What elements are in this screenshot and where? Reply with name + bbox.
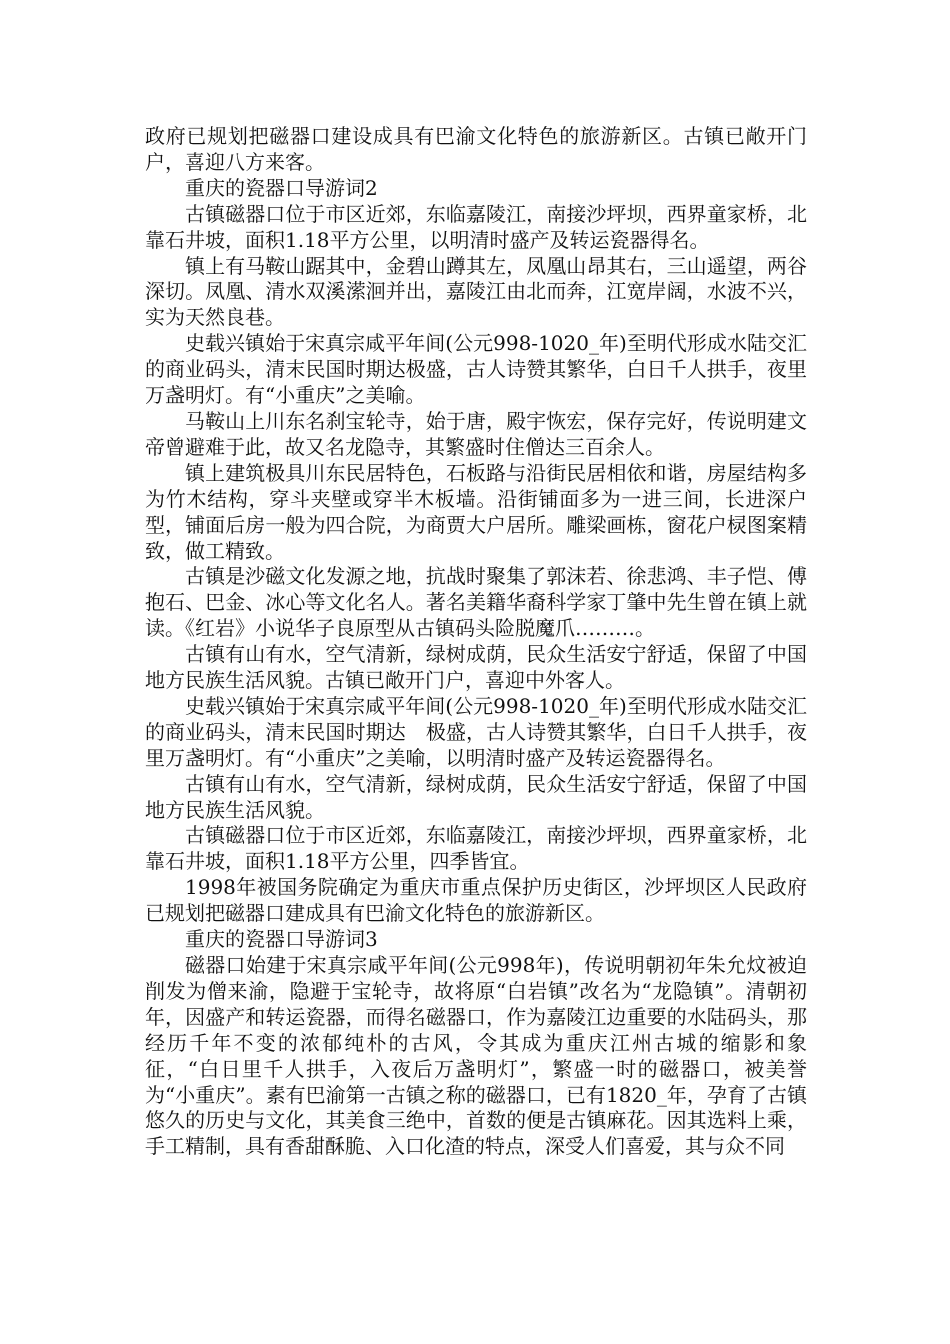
paragraph: 镇上建筑极具川东民居特色，石板路与沿街民居相依和谐，房屋结构多为竹木结构，穿斗夹壁或穿半木板墙。沿街铺面多为一进三间，长进深户型，铺面后房一般为四合院，为商贾大户居所。雕梁画栋，窗花户棂图案精致，做工精致。 [145, 460, 807, 563]
paragraph: 古镇有山有水，空气清新，绿树成荫，民众生活安宁舒适，保留了中国地方民族生活风貌。古镇已敞开门户，喜迎中外客人。 [145, 642, 807, 693]
paragraph: 古镇磁器口位于市区近郊，东临嘉陵江，南接沙坪坝，西界童家桥，北靠石井坡，面积1.18平方公里，四季皆宜。 [145, 823, 807, 874]
paragraph: 史载兴镇始于宋真宗咸平年间(公元998-1020_年)至明代形成水陆交汇的商业码头，清末民国时期达极盛，古人诗赞其繁华，白日千人拱手，夜里万盏明灯。有“小重庆”之美喻。 [145, 331, 807, 408]
paragraph: 史载兴镇始于宋真宗咸平年间(公元998-1020_年)至明代形成水陆交汇的商业码头，清末民国时期达 极盛，古人诗赞其繁华，白日千人拱手，夜里万盏明灯。有“小重庆”之美喻，以明清时盛产及转运瓷器得名。 [145, 693, 807, 770]
paragraph: 磁器口始建于宋真宗咸平年间(公元998年)，传说明朝初年朱允炆被迫削发为僧来渝，隐避于宝轮寺，故将原“白岩镇”改名为“龙隐镇”。清朝初年，因盛产和转运瓷器，而得名磁器口，作为嘉陵江边重要的水陆码头，那经历千年不变的浓郁纯朴的古风，令其成为重庆江州古城的缩影和象征，“白日里千人拱手，入夜后万盏明灯”，繁盛一时的磁器口，被美誉为“小重庆”。素有巴渝第一古镇之称的磁器口，已有1820_年，孕育了古镇悠久的历史与文化，其美食三绝中，首数的便是古镇麻花。因其选料上乘，手工精制，具有香甜酥脆、入口化渣的特点，深受人们喜爱，其与众不同 [145, 953, 807, 1159]
paragraph: 古镇是沙磁文化发源之地，抗战时聚集了郭沫若、徐悲鸿、丰子恺、傅抱石、巴金、冰心等文化名人。著名美籍华裔科学家丁肇中先生曾在镇上就读。《红岩》小说华子良原型从古镇码头险脱魔爪………。 [145, 564, 807, 641]
paragraph: 古镇磁器口位于市区近郊，东临嘉陵江，南接沙坪坝，西界童家桥，北靠石井坡，面积1.18平方公里，以明清时盛产及转运瓷器得名。 [145, 201, 807, 252]
paragraph: 镇上有马鞍山踞其中，金碧山蹲其左，凤凰山昂其右，三山遥望，两谷深切。凤凰、清水双溪潆洄并出，嘉陵江由北而奔，江宽岸阔，水波不兴，实为天然良巷。 [145, 253, 807, 330]
document-body [145, 124, 807, 1160]
paragraph: 政府已规划把磁器口建设成具有巴渝文化特色的旅游新区。古镇已敞开门户，喜迎八方来客。 [145, 124, 807, 174]
section-heading: 重庆的瓷器口导游词3 [185, 927, 378, 952]
section-heading: 重庆的瓷器口导游词2 [185, 175, 378, 200]
paragraph: 马鞍山上川东名刹宝轮寺，始于唐，殿宇恢宏，保存完好，传说明建文帝曾避难于此，故又名龙隐寺，其繁盛时住僧达三百余人。 [145, 408, 807, 459]
paragraph: 古镇有山有水，空气清新，绿树成荫，民众生活安宁舒适，保留了中国地方民族生活风貌。 [145, 771, 807, 822]
paragraph: 1998年被国务院确定为重庆市重点保护历史街区，沙坪坝区人民政府已规划把磁器口建成具有巴渝文化特色的旅游新区。 [145, 875, 807, 926]
